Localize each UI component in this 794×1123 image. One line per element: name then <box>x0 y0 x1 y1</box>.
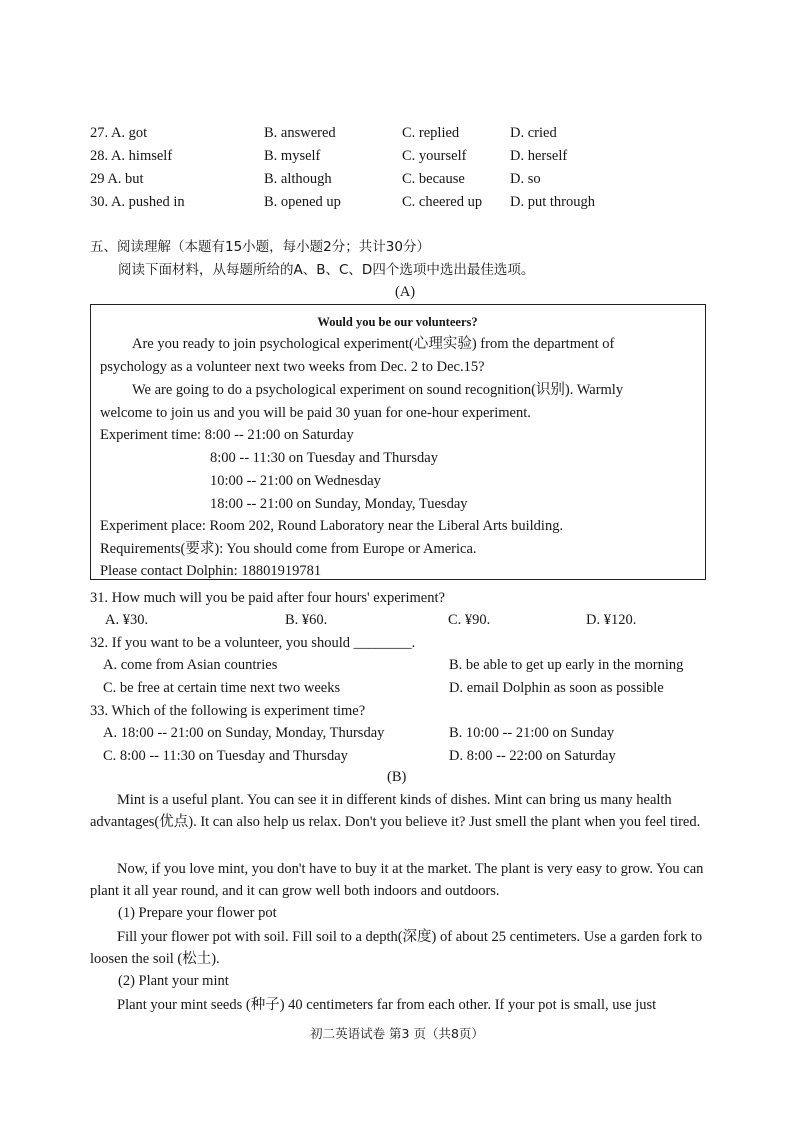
q32-option-c: C. be free at certain time next two weeks <box>103 680 341 696</box>
page-footer: 初二英语试卷 第3 页（共8页） <box>310 1026 484 1041</box>
section-instruction: 阅读下面材料，从每题所给的A、B、C、D四个选项中选出最佳选项。 <box>118 262 535 278</box>
notice-time-saturday: Experiment time: 8:00 -- 21:00 on Saturday <box>100 427 354 443</box>
passage-b-paragraph-4: Plant your mint seeds (种子) 40 centimeters far from each other. If your pot is small, use just <box>117 997 657 1013</box>
option-28-b: B. myself <box>264 148 321 164</box>
question-33: 33. Which of the following is experiment time? <box>90 703 366 719</box>
option-27-b: B. answered <box>264 125 336 141</box>
notice-contact: Please contact Dolphin: 18801919781 <box>100 563 322 579</box>
notice-line-3: We are going to do a psychological experiment on sound recognition(识别). Warmly <box>132 382 624 398</box>
option-28-a: 28. A. himself <box>90 148 173 164</box>
q32-option-d: D. email Dolphin as soon as possible <box>449 680 664 696</box>
option-29-b: B. although <box>264 171 332 187</box>
passage-b-label: (B) <box>387 769 407 785</box>
question-32: 32. If you want to be a volunteer, you should ________. <box>90 635 416 651</box>
q31-option-b: B. ¥60. <box>285 612 328 628</box>
notice-line-1: Are you ready to join psychological experiment(心理实验) from the department of <box>132 336 615 352</box>
q33-option-a: A. 18:00 -- 21:00 on Sunday, Monday, Thursday <box>103 725 385 741</box>
section-heading: 五、阅读理解（本题有15小题，每小题2分；共计30分） <box>90 239 430 255</box>
notice-title: Would you be our volunteers? <box>317 315 478 329</box>
q31-option-d: D. ¥120. <box>586 612 637 628</box>
notice-line-4: welcome to join us and you will be paid 30 yuan for one-hour experiment. <box>100 405 531 421</box>
passage-a-label: (A) <box>395 284 416 300</box>
passage-b-paragraph-2: Now, if you love mint, you don't have to buy it at the market. The plant is very easy to grow. You can plant it all year round, and it can grow well both indoors and outdoors. <box>90 861 704 899</box>
volunteer-notice-box <box>90 304 706 580</box>
notice-time-tue-thu: 8:00 -- 11:30 on Tuesday and Thursday <box>210 450 438 466</box>
option-29-d: D. so <box>510 171 541 187</box>
passage-b-paragraph-3: Fill your flower pot with soil. Fill soil to a depth(深度) of about 25 centimeters. Use a garden fork to loosen the soil (松土). <box>90 929 703 967</box>
q33-option-c: C. 8:00 -- 11:30 on Tuesday and Thursday <box>103 748 348 764</box>
option-27-d: D. cried <box>510 125 557 141</box>
step-1-heading: (1) Prepare your flower pot <box>118 905 277 921</box>
step-2-heading: (2) Plant your mint <box>118 973 229 989</box>
option-29-a: 29 A. but <box>90 171 144 187</box>
q33-option-b: B. 10:00 -- 21:00 on Sunday <box>449 725 615 741</box>
notice-time-sun-mon-tue: 18:00 -- 21:00 on Sunday, Monday, Tuesday <box>210 496 468 512</box>
notice-requirements: Requirements(要求): You should come from Europe or America. <box>100 541 477 557</box>
option-28-d: D. herself <box>510 148 568 164</box>
q33-option-d: D. 8:00 -- 22:00 on Saturday <box>449 748 616 764</box>
notice-line-2: psychology as a volunteer next two weeks from Dec. 2 to Dec.15? <box>100 359 485 375</box>
q31-option-c: C. ¥90. <box>448 612 491 628</box>
passage-b-paragraph-1: Mint is a useful plant. You can see it in different kinds of dishes. Mint can bring us many health advantages(优点). It can also help us relax. Don't you believe it? Just smell the plant when you feel tired. <box>90 792 701 830</box>
option-30-d: D. put through <box>510 194 595 210</box>
q31-option-a: A. ¥30. <box>105 612 149 628</box>
option-30-c: C. cheered up <box>402 194 483 210</box>
option-29-c: C. because <box>402 171 465 187</box>
question-31: 31. How much will you be paid after four hours' experiment? <box>90 590 445 606</box>
option-30-b: B. opened up <box>264 194 341 210</box>
q32-option-b: B. be able to get up early in the morning <box>449 657 684 673</box>
notice-time-wed: 10:00 -- 21:00 on Wednesday <box>210 473 381 489</box>
option-28-c: C. yourself <box>402 148 467 164</box>
notice-place: Experiment place: Room 202, Round Laboratory near the Liberal Arts building. <box>100 518 564 534</box>
q32-option-a: A. come from Asian countries <box>103 657 278 673</box>
option-30-a: 30. A. pushed in <box>90 194 185 210</box>
option-27-a: 27. A. got <box>90 125 148 141</box>
option-27-c: C. replied <box>402 125 460 141</box>
